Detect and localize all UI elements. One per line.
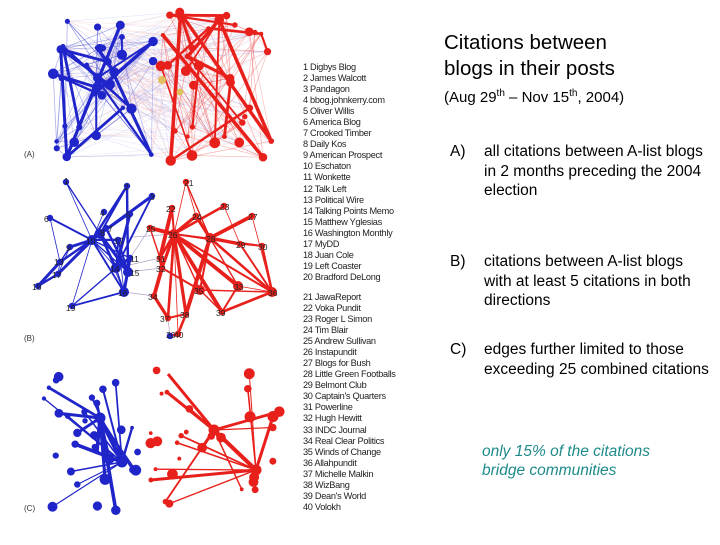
node <box>81 409 87 415</box>
node <box>42 396 46 400</box>
node <box>267 411 278 422</box>
edge <box>53 74 57 149</box>
node <box>149 431 153 435</box>
item-c-text: edges further limited to those exceeding 25 combined citations <box>484 340 714 379</box>
legend-item: 36 Allahpundit <box>303 458 423 469</box>
node-number-label: 4 <box>100 208 105 218</box>
node <box>117 457 128 468</box>
node <box>259 32 263 36</box>
node <box>240 487 244 491</box>
legend-item: 37 Michelle Malkin <box>303 469 423 480</box>
panel-label-c: (C) <box>24 504 35 513</box>
edge <box>66 182 92 240</box>
node <box>264 48 271 55</box>
node <box>84 62 89 67</box>
node-number-label: 36 <box>268 288 278 298</box>
node-number-label: 18 <box>32 282 42 292</box>
node <box>148 37 157 46</box>
date-open: (Aug 29 <box>444 89 497 106</box>
slide-title <box>444 30 714 82</box>
node <box>60 44 65 49</box>
node <box>48 502 58 512</box>
node <box>185 54 191 60</box>
date-close: , 2004) <box>577 89 624 106</box>
legend-item: 17 MyDD <box>303 239 423 250</box>
node-number-label: 27 <box>248 212 258 222</box>
node <box>99 385 107 393</box>
node <box>194 61 204 71</box>
node <box>74 481 80 487</box>
edge <box>210 238 238 286</box>
node <box>54 145 60 151</box>
node <box>216 433 226 443</box>
node <box>244 385 252 393</box>
node <box>62 153 71 162</box>
node-number-label: 25 <box>146 224 156 234</box>
legend-item: 25 Andrew Sullivan <box>303 336 423 347</box>
node-number-label: 5 <box>126 210 131 220</box>
legend-item: 16 Washington Monthly <box>303 228 423 239</box>
legend-item: 35 Winds of Change <box>303 447 423 458</box>
node <box>54 372 64 382</box>
node <box>104 453 115 464</box>
bridge-note: only 15% of the citations bridge communities <box>482 442 682 480</box>
node <box>187 150 198 161</box>
node <box>126 103 136 113</box>
edge <box>222 292 272 312</box>
node-number-label: 28 <box>206 234 216 244</box>
node <box>93 501 102 510</box>
node <box>175 8 184 17</box>
node <box>244 368 255 379</box>
node <box>222 134 227 139</box>
node <box>62 123 67 128</box>
node <box>209 137 220 148</box>
node <box>96 44 104 52</box>
node <box>246 105 253 112</box>
legend-item: 6 America Blog <box>303 117 423 128</box>
node <box>153 367 161 375</box>
node <box>116 21 125 30</box>
node-number-label: 13 <box>54 257 64 267</box>
legend-item: 22 Voka Pundit <box>303 303 423 314</box>
node <box>59 76 64 81</box>
node <box>252 486 259 493</box>
node <box>104 79 115 90</box>
legend-item: 11 Wonkette <box>303 172 423 183</box>
node <box>226 78 235 87</box>
node-number-label: 9 <box>66 243 71 253</box>
node <box>130 465 141 476</box>
node <box>91 91 97 97</box>
legend-item: 18 Juan Cole <box>303 250 423 261</box>
node <box>166 155 176 165</box>
node-number-label: 2 <box>124 182 129 192</box>
node <box>67 468 75 476</box>
node <box>223 12 231 20</box>
legend-item: 10 Eschaton <box>303 161 423 172</box>
node <box>95 413 106 424</box>
node-number-label: 12 <box>114 236 124 246</box>
node <box>181 66 191 76</box>
date-sup-1: th <box>497 88 505 99</box>
node-number-label: 40 <box>174 330 184 340</box>
node <box>121 106 125 110</box>
node <box>259 153 268 162</box>
node <box>186 405 194 413</box>
panel-label-a: (A) <box>24 150 35 159</box>
node <box>206 26 210 30</box>
node <box>167 469 178 480</box>
node-number-label: 39 <box>216 308 226 318</box>
node <box>197 443 207 453</box>
legend-item: 31 Powerline <box>303 402 423 413</box>
node <box>154 467 158 471</box>
edge <box>50 218 60 262</box>
node-number-label: 32 <box>156 264 166 274</box>
node <box>92 444 98 450</box>
blog-legend-list <box>303 62 423 513</box>
item-c-letter: C) <box>450 340 466 360</box>
node <box>89 394 95 400</box>
item-b-text: citations between A-list blogs with at least 5 citations in both directions <box>484 252 714 311</box>
node <box>53 452 59 458</box>
legend-item: 12 Talk Left <box>303 184 423 195</box>
node-number-label: 30 <box>258 242 268 252</box>
node-number-label: 17 <box>52 270 62 280</box>
node-number-label: 24 <box>192 212 202 222</box>
item-a-letter: A) <box>450 142 466 162</box>
node-number-label: 16 <box>118 288 128 298</box>
node-number-label: 8 <box>100 228 105 238</box>
legend-item: 27 Blogs for Bush <box>303 358 423 369</box>
node-number-label: 21 <box>184 178 194 188</box>
legend-item: 7 Crooked Timber <box>303 128 423 139</box>
node <box>184 430 189 435</box>
date-mid: – Nov 15 <box>505 89 569 106</box>
node <box>119 34 125 40</box>
node <box>177 89 184 96</box>
node <box>71 440 78 447</box>
node-number-label: 6 <box>44 214 49 224</box>
panel-label-b: (B) <box>24 334 35 343</box>
node <box>92 131 101 140</box>
node <box>166 11 173 18</box>
text-panel <box>444 30 714 106</box>
node <box>76 124 82 130</box>
item-a-text: all citations between A-list blogs in 2 months preceding the 2004 election <box>484 142 714 201</box>
edge <box>66 182 100 234</box>
node <box>54 139 59 144</box>
node <box>148 478 153 483</box>
legend-item: 30 Captain's Quarters <box>303 391 423 402</box>
legend-item: 38 WizBang <box>303 480 423 491</box>
node <box>268 138 274 144</box>
node <box>93 83 99 89</box>
legend-item: 19 Left Coaster <box>303 261 423 272</box>
legend-item: 20 Bradford DeLong <box>303 272 423 283</box>
node <box>65 413 70 418</box>
node <box>242 114 247 119</box>
node <box>130 426 134 430</box>
node <box>117 50 127 60</box>
node <box>189 81 198 90</box>
node-number-label: 1 <box>64 176 69 186</box>
node <box>54 409 63 418</box>
node-number-label: 33 <box>234 282 244 292</box>
node <box>232 22 237 27</box>
node <box>234 138 244 148</box>
node <box>214 15 224 25</box>
node-number-label: 35 <box>194 286 204 296</box>
date-range <box>444 88 714 106</box>
node <box>190 124 195 129</box>
legend-item: 34 Real Clear Politics <box>303 436 423 447</box>
node <box>177 457 181 461</box>
node-number-label: 38 <box>180 310 190 320</box>
legend-item: 15 Matthew Yglesias <box>303 217 423 228</box>
node-number-label: 7 <box>108 224 113 234</box>
node <box>185 134 189 138</box>
item-b-letter: B) <box>450 252 466 272</box>
date-sup-2: th <box>569 88 577 99</box>
node-number-label: 14 <box>110 264 120 274</box>
node <box>239 119 245 125</box>
node <box>93 400 100 407</box>
title-line-1: Citations between <box>444 31 607 54</box>
node <box>163 61 172 70</box>
legend-item: 33 INDC Journal <box>303 425 423 436</box>
node <box>269 458 276 465</box>
node-number-label: 3 <box>150 192 155 202</box>
node <box>117 425 126 434</box>
legend-item: 28 Little Green Footballs <box>303 369 423 380</box>
node <box>145 438 155 448</box>
node <box>161 33 165 37</box>
node <box>209 425 220 436</box>
legend-item: 32 Hugh Hewitt <box>303 413 423 424</box>
node <box>163 499 169 505</box>
node <box>245 27 254 36</box>
edge <box>57 78 62 141</box>
legend-item: 40 Volokh <box>303 502 423 513</box>
node <box>112 379 120 387</box>
legend-item: 13 Political Wire <box>303 195 423 206</box>
node <box>172 128 177 133</box>
node <box>252 30 257 35</box>
node <box>95 450 100 455</box>
legend-item: 26 Instapundit <box>303 347 423 358</box>
node <box>149 152 154 157</box>
node <box>188 44 195 51</box>
legend-item: 4 bbog.johnkerry.com <box>303 95 423 106</box>
node-number-label: 26 <box>168 230 178 240</box>
edge <box>210 216 252 238</box>
legend-item: 8 Daily Kos <box>303 139 423 150</box>
node <box>175 440 180 445</box>
node <box>98 91 107 100</box>
node-number-label: 10 <box>86 236 96 246</box>
node <box>105 58 112 65</box>
legend-item: 39 Dean's World <box>303 491 423 502</box>
node-number-label: 37 <box>160 314 170 324</box>
node-number-label: 23 <box>220 202 230 212</box>
node <box>82 418 87 423</box>
node-number-label: 15 <box>130 268 140 278</box>
edge <box>192 155 263 157</box>
legend-item: 2 James Walcott <box>303 73 423 84</box>
node <box>149 57 157 65</box>
node <box>111 506 120 515</box>
edge <box>165 430 214 502</box>
node <box>109 67 119 77</box>
edge <box>248 389 256 470</box>
node <box>48 69 58 79</box>
node-number-label: 20 <box>166 330 176 340</box>
legend-item: 14 Talking Points Memo <box>303 206 423 217</box>
legend-item: 3 Pandagon <box>303 84 423 95</box>
legend-item: 5 Oliver Willis <box>303 106 423 117</box>
legend-item: 1 Digbys Blog <box>303 62 423 73</box>
node <box>251 465 262 476</box>
node-number-label: 34 <box>148 292 158 302</box>
node-number-label: 11 <box>130 254 139 264</box>
edge <box>186 238 210 314</box>
legend-item: 24 Tim Blair <box>303 325 423 336</box>
edge <box>151 470 256 480</box>
node-number-label: 19 <box>66 303 76 313</box>
node <box>47 386 51 390</box>
node <box>73 429 81 437</box>
node-number-label: 31 <box>156 254 166 264</box>
node <box>94 23 101 30</box>
title-line-2: blogs in their posts <box>444 57 615 80</box>
node <box>90 431 98 439</box>
node <box>158 76 166 84</box>
node <box>178 433 183 438</box>
node <box>245 411 256 422</box>
legend-item: 9 American Prospect <box>303 150 423 161</box>
edge <box>168 374 214 430</box>
node-number-label: 22 <box>166 204 176 214</box>
node <box>164 390 169 395</box>
node <box>269 424 276 431</box>
node <box>134 449 141 456</box>
node <box>160 392 164 396</box>
legend-item: 29 Belmont Club <box>303 380 423 391</box>
node <box>100 474 111 485</box>
legend-item: 21 JawaReport <box>303 292 423 303</box>
node-number-label: 29 <box>236 240 246 250</box>
legend-item: 23 Roger L Simon <box>303 314 423 325</box>
node <box>93 73 102 82</box>
node <box>65 19 70 24</box>
node <box>69 137 79 147</box>
legend-gap <box>303 283 423 292</box>
